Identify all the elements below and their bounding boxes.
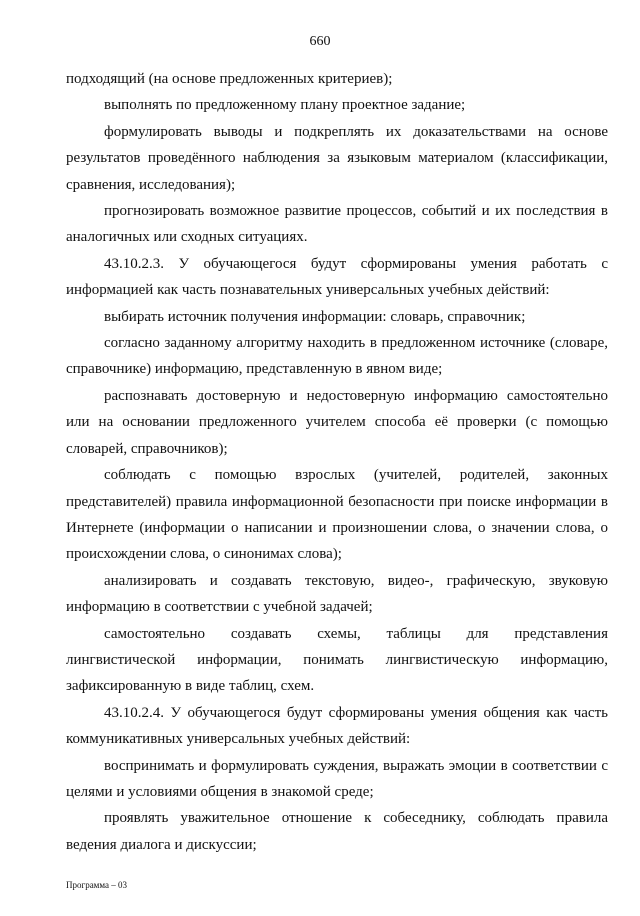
paragraph: воспринимать и формулировать суждения, выражать эмоции в соответствии с целями и условиями общения в знакомой среде; — [66, 757, 608, 800]
page-footer: Программа – 03 — [66, 880, 128, 890]
paragraph: согласно заданному алгоритму находить в предложенном источнике (словаре, справочнике) информацию, представленную в явном виде; — [66, 335, 608, 378]
paragraph: анализировать и создавать текстовую, видео-, графическую, звуковую информацию в соответствии с учебной задачей; — [66, 572, 608, 616]
document-body — [66, 66, 608, 858]
paragraph: прогнозировать возможное развитие процессов, событий и их последствия в аналогичных или сходных ситуациях. — [66, 203, 608, 246]
paragraph: распознавать достоверную и недостоверную информацию самостоятельно или на основании предложенного учителем способа её проверки (с помощью словарей, справочников); — [66, 387, 608, 457]
paragraph: соблюдать с помощью взрослых (учителей, родителей, законных представителей) правила информационной безопасности при поиске информации в Интернете (информации о написании и произношении слова, о значении слова, о происхождении слова, о синонимах слова); — [66, 467, 608, 563]
section-heading-paragraph: 43.10.2.4. У обучающегося будут сформированы умения общения как часть коммуникативных универсальных учебных действий: — [66, 704, 608, 748]
paragraph: подходящий (на основе предложенных критериев); — [66, 71, 393, 87]
section-heading-paragraph: 43.10.2.3. У обучающегося будут сформированы умения работать с информацией как часть познавательных универсальных учебных действий: — [66, 255, 608, 299]
paragraph: выбирать источник получения информации: словарь, справочник; — [104, 308, 526, 325]
paragraph: выполнять по предложенному плану проектное задание; — [104, 97, 466, 114]
page-number: 660 — [309, 34, 331, 49]
paragraph: проявлять уважительное отношение к собеседнику, соблюдать правила ведения диалога и дискуссии; — [66, 810, 608, 853]
paragraph: формулировать выводы и подкреплять их доказательствами на основе результатов проведённого наблюдения за языковым материалом (классификации, сравнения, исследования); — [66, 123, 608, 193]
paragraph: самостоятельно создавать схемы, таблицы для представления лингвистической информации, понимать лингвистическую информацию, зафиксированную в виде таблиц, схем. — [66, 625, 608, 695]
